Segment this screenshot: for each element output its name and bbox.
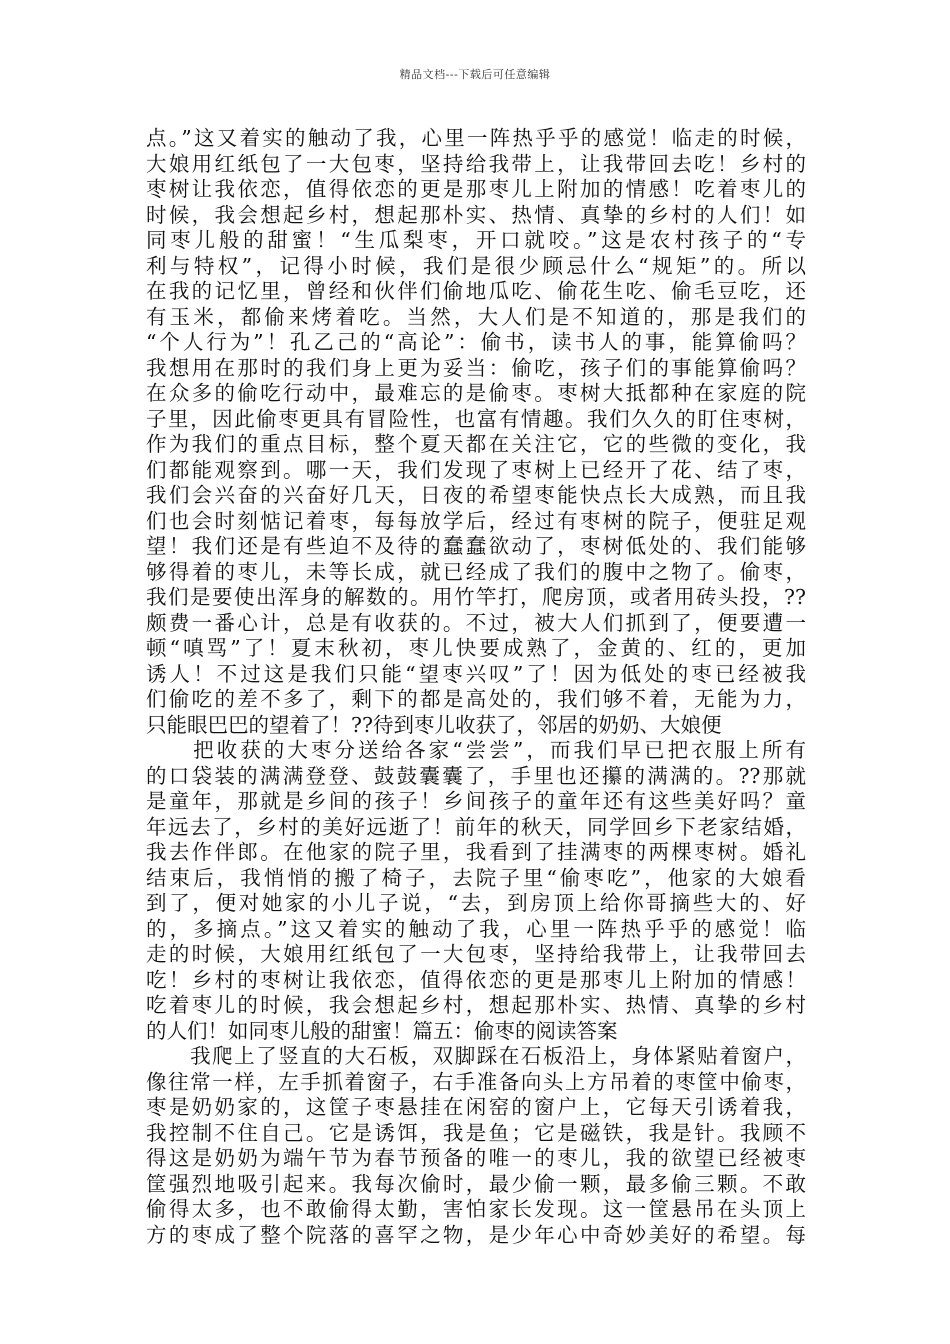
text-line: 颇费一番心计，总是有收获的。不过，被大人们抓到了，便要遭一 bbox=[146, 610, 806, 635]
text-line: 走的时候，大娘用红纸包了一大包枣，坚持给我带上，让我带回去 bbox=[146, 942, 806, 966]
text-line: 的口袋装的满满登登、鼓鼓囊囊了，手里也还攥的满满的。??那就 bbox=[146, 763, 806, 788]
text-line: 枣是奶奶家的，这筐子枣悬挂在闲窑的窗户上，它每天引诱着我， bbox=[146, 1095, 806, 1119]
text-line: 年远去了，乡村的美好远逝了！前年的秋天，同学回乡下老家结婚， bbox=[146, 814, 806, 839]
text-line: 同枣儿般的甜蜜！“生瓜梨枣，开口就咬。”这是农村孩子的“专 bbox=[146, 228, 806, 252]
text-line: 只能眼巴巴的望着了！??待到枣儿收获了，邻居的奶奶、大娘便 bbox=[146, 712, 722, 737]
page-header: 精品文档---下载后可任意编辑 bbox=[399, 68, 551, 81]
document-body bbox=[146, 126, 806, 1248]
text-line: 利与特权”，记得小时候，我们是很少顾忌什么“规矩”的。所以 bbox=[146, 253, 806, 278]
text-line: 们都能观察到。哪一天，我们发现了枣树上已经开了花、结了枣， bbox=[146, 457, 806, 482]
text-line: 有玉米，都偷来烤着吃。当然，大人们是不知道的，那是我们的 bbox=[146, 304, 806, 329]
text-line: 偷得太多，也不敢偷得太勤，害怕家长发现。这一筐悬吊在头顶上 bbox=[146, 1197, 806, 1221]
text-line: 点。”这又着实的触动了我，心里一阵热乎乎的感觉！临走的时候， bbox=[146, 126, 806, 150]
text-line: 得这是奶奶为端午节为春节预备的唯一的枣儿，我的欲望已经被枣 bbox=[146, 1146, 806, 1170]
text-line: 们偷吃的差不多了，剩下的都是高处的，我们够不着，无能为力， bbox=[146, 687, 806, 711]
text-line: 我们是要使出浑身的解数的。用竹竿打，爬房顶，或者用砖头投，?? bbox=[146, 585, 806, 609]
text-line: 顿“嗔骂”了！夏末秋初，枣儿快要成熟了，金黄的、红的，更加 bbox=[146, 636, 806, 660]
text-line: 是童年，那就是乡间的孩子！乡间孩子的童年还有这些美好吗？童 bbox=[146, 789, 806, 813]
text-line: 望！我们还是有些迫不及待的蠢蠢欲动了，枣树低处的、我们能够 bbox=[146, 534, 806, 558]
text-line: 到了，便对她家的小儿子说，“去，到房顶上给你哥摘些大的、好 bbox=[146, 891, 806, 915]
text-line: 我控制不住自己。它是诱饵，我是鱼；它是磁铁，我是针。我顾不 bbox=[146, 1120, 806, 1145]
text-line: 子里，因此偷枣更具有冒险性，也富有情趣。我们久久的盯住枣树， bbox=[146, 406, 806, 431]
text-line: 们也会时刻惦记着枣，每每放学后，经过有枣树的院子，便驻足观 bbox=[146, 508, 806, 533]
text-line: 在我的记忆里，曾经和伙伴们偷地瓜吃、偷花生吃、偷毛豆吃，还 bbox=[146, 279, 806, 303]
text-line: 枣树让我依恋，值得依恋的更是那枣儿上附加的情感！吃着枣儿的 bbox=[146, 177, 806, 201]
text-line: 的人们！如同枣儿般的甜蜜！篇五：偷枣的阅读答案 bbox=[146, 1018, 618, 1043]
text-line: 在众多的偷吃行动中，最难忘的是偷枣。枣树大抵都种在家庭的院 bbox=[146, 381, 806, 405]
text-line: 方的枣成了整个院落的喜罕之物，是少年心中奇妙美好的希望。每 bbox=[146, 1222, 806, 1247]
text-line: 够得着的枣儿，未等长成，就已经成了我们的腹中之物了。偷枣， bbox=[146, 559, 806, 584]
text-line: 把收获的大枣分送给各家“尝尝”，而我们早已把衣服上所有 bbox=[146, 738, 806, 762]
text-line: 吃着枣儿的时候，我会想起乡村，想起那朴实、热情、真挚的乡村 bbox=[146, 993, 806, 1017]
text-line: 的，多摘点。”这又着实的触动了我，心里一阵热乎乎的感觉！临 bbox=[146, 916, 806, 941]
text-line: 筐强烈地吸引起来。我每次偷时，最少偷一颗，最多偷三颗。不敢 bbox=[146, 1171, 806, 1196]
text-line: 我爬上了竖直的大石板，双脚踩在石板沿上，身体紧贴着窗户， bbox=[146, 1044, 806, 1068]
text-line: “个人行为”！孔乙己的“高论”：偷书，读书人的事，能算偷吗？ bbox=[146, 330, 806, 354]
text-line: 作为我们的重点目标，整个夏天都在关注它，它的些微的变化，我 bbox=[146, 432, 806, 456]
text-line: 吃！乡村的枣树让我依恋，值得依恋的更是那枣儿上附加的情感！ bbox=[146, 967, 806, 992]
text-line: 像往常一样，左手抓着窗子，右手准备向头上方吊着的枣筐中偷枣， bbox=[146, 1069, 806, 1094]
text-line: 结束后，我悄悄的搬了椅子，去院子里“偷枣吃”，他家的大娘看 bbox=[146, 865, 806, 890]
text-line: 我想用在那时的我们身上更为妥当：偷吃，孩子们的事能算偷吗？ bbox=[146, 355, 806, 380]
text-line: 时候，我会想起乡村，想起那朴实、热情、真挚的乡村的人们！如 bbox=[146, 202, 806, 227]
text-line: 我们会兴奋的兴奋好几天，日夜的希望枣能快点长大成熟，而且我 bbox=[146, 483, 806, 507]
text-line: 大娘用红纸包了一大包枣，坚持给我带上，让我带回去吃！乡村的 bbox=[146, 151, 806, 176]
text-line: 诱人！不过这是我们只能“望枣兴叹”了！因为低处的枣已经被我 bbox=[146, 661, 806, 686]
text-line: 我去作伴郎。在他家的院子里，我看到了挂满枣的两棵枣树。婚礼 bbox=[146, 840, 806, 864]
